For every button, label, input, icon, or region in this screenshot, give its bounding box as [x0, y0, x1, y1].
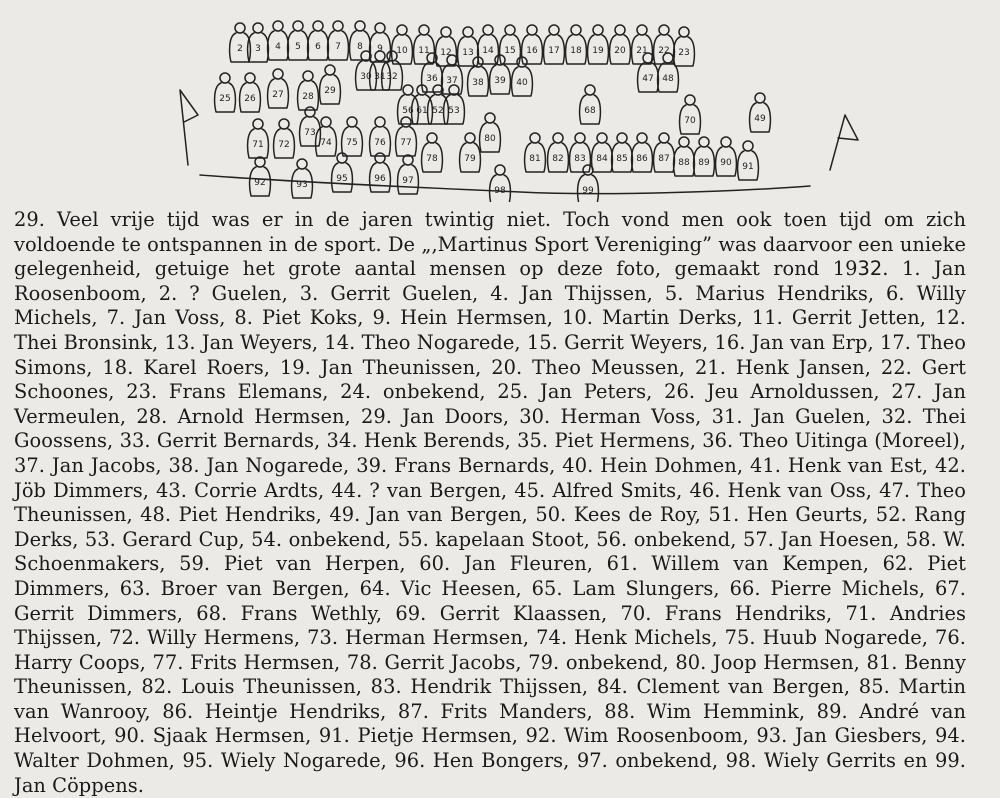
- figure-head: [743, 141, 753, 151]
- sketch-figure: [215, 73, 236, 112]
- sketch-figure: [654, 25, 675, 64]
- sketch-figure: [320, 65, 341, 104]
- figure-head: [347, 117, 357, 127]
- figure-head: [755, 93, 765, 103]
- figure-number: 32: [386, 72, 398, 82]
- flag-left: [180, 90, 198, 165]
- figure-head: [297, 159, 307, 169]
- figure-number: 92: [254, 178, 266, 188]
- figure-head: [325, 65, 335, 75]
- sketch-figure: [288, 21, 309, 60]
- figure-number: 86: [636, 154, 648, 164]
- figure-number: 77: [400, 138, 412, 148]
- figure-number: 52: [432, 106, 444, 116]
- sketch-figure: [268, 69, 289, 108]
- sketch-figure: [274, 119, 295, 158]
- sketch-figure: [738, 141, 759, 180]
- figure-number: 7: [335, 42, 341, 52]
- figure-head: [313, 21, 323, 31]
- figure-number: 89: [698, 158, 710, 168]
- figure-number: 72: [278, 140, 290, 150]
- figure-number: 3: [255, 44, 261, 54]
- figure-head: [721, 137, 731, 147]
- sketch-figure: [250, 157, 271, 196]
- sketch-figure: [525, 133, 546, 172]
- sketch-figure: [422, 133, 443, 172]
- figure-number: 68: [584, 106, 596, 116]
- figure-head: [463, 27, 473, 37]
- figure-number: 40: [516, 78, 528, 88]
- figure-head: [553, 133, 563, 143]
- figure-number: 2: [237, 44, 243, 54]
- figure-number: 12: [440, 48, 452, 58]
- figure-head: [637, 25, 647, 35]
- figure-number: 19: [592, 46, 604, 56]
- figure-number: 22: [658, 46, 670, 56]
- figure-number: 36: [426, 74, 438, 84]
- figure-head: [583, 165, 593, 175]
- sketch-figure: [332, 153, 353, 192]
- sketch-figure: [308, 21, 329, 60]
- sketch-figure: [292, 159, 313, 198]
- figure-number: 30: [360, 72, 372, 82]
- sketch-figure: [580, 85, 601, 124]
- figure-number: 27: [272, 90, 284, 100]
- figure-number: 5: [295, 42, 301, 52]
- figure-number: 31: [374, 72, 386, 82]
- figure-head: [303, 71, 313, 81]
- figure-head: [375, 23, 385, 33]
- sketch-figure: [414, 25, 435, 64]
- figure-head: [485, 113, 495, 123]
- figure-number: 85: [616, 154, 628, 164]
- figure-number: 26: [244, 94, 256, 104]
- sketch-figure: [588, 25, 609, 64]
- figure-head: [483, 25, 493, 35]
- sketch-figure: [658, 53, 679, 92]
- figure-number: 88: [678, 158, 690, 168]
- sketch-figure: [544, 25, 565, 64]
- figure-number: 29: [324, 86, 336, 96]
- figure-number: 91: [742, 162, 754, 172]
- figure-head: [659, 133, 669, 143]
- figure-number: 15: [504, 46, 516, 56]
- figure-number: 95: [336, 174, 348, 184]
- figure-head: [403, 85, 413, 95]
- sketch-figure: [750, 93, 771, 132]
- figure-head: [615, 25, 625, 35]
- sketch-figure: [578, 165, 599, 202]
- figure-number: 39: [494, 76, 506, 86]
- figure-number: 93: [296, 180, 308, 190]
- figure-number: 81: [529, 154, 541, 164]
- sketch-figure: [566, 25, 587, 64]
- figure-number: 99: [582, 186, 594, 196]
- group-photo-key-sketch: [170, 10, 870, 202]
- figure-number: 48: [662, 74, 674, 84]
- caption-body-start: 29. Veel vrije tijd was er in de jaren twintig niet. Toch vond men ook toen tijd om zich voldoende te ontspannen in de sport. De „,Martinus Sport Vereniging” was daarvoor een unieke gelegenheid, getuige het grote aantal mensen op deze foto, gemaakt rond 19: [14, 208, 966, 281]
- sketch-figure: [300, 107, 321, 146]
- figure-number: 87: [658, 154, 670, 164]
- sketch-figure: [638, 53, 659, 92]
- figure-head: [305, 107, 315, 117]
- figure-head: [505, 25, 515, 35]
- figure-head: [245, 73, 255, 83]
- figure-head: [495, 165, 505, 175]
- sketch-figure: [632, 25, 653, 64]
- figure-number: 96: [374, 174, 386, 184]
- figure-number: 56: [402, 106, 414, 116]
- sketch-figure: [298, 71, 319, 110]
- sketch-figure: [356, 51, 377, 90]
- figure-head: [253, 119, 263, 129]
- sketch-figure: [674, 137, 695, 176]
- sketch-figure: [428, 85, 449, 124]
- figure-head: [333, 21, 343, 31]
- figure-number: 78: [426, 154, 438, 164]
- figure-head: [375, 117, 385, 127]
- figure-number: 75: [346, 138, 358, 148]
- figure-head: [530, 133, 540, 143]
- figure-number: 9: [377, 44, 383, 54]
- sketch-figure: [500, 25, 521, 64]
- figure-number: 4: [275, 42, 281, 52]
- figure-number: 18: [570, 46, 582, 56]
- sketch-figure: [612, 133, 633, 172]
- sketch-figure: [570, 133, 591, 172]
- figure-number: 79: [464, 154, 476, 164]
- sketch-figure: [674, 27, 695, 66]
- figure-number: 25: [219, 94, 231, 104]
- sketch-figure: [436, 27, 457, 66]
- caption-year-tail: 32: [857, 257, 883, 281]
- figure-number: 37: [446, 76, 458, 86]
- figure-head: [527, 25, 537, 35]
- figure-number: 8: [357, 42, 363, 52]
- figure-head: [321, 117, 331, 127]
- sketch-figure: [632, 133, 653, 172]
- figure-number: 49: [754, 114, 766, 124]
- sketch-figure: [654, 133, 675, 172]
- figure-number: 84: [596, 154, 608, 164]
- figure-head: [699, 137, 709, 147]
- sketch-figure: [248, 119, 269, 158]
- sketch-figure: [342, 117, 363, 156]
- figure-number: 53: [448, 106, 460, 116]
- sketch-figure: [610, 25, 631, 64]
- sketch-figure: [398, 155, 419, 194]
- sketch-figure: [548, 133, 569, 172]
- flag-right: [830, 115, 858, 170]
- sketch-figure: [458, 27, 479, 66]
- figure-head: [549, 25, 559, 35]
- sketch-figure: [460, 133, 481, 172]
- sketch-figure: [680, 95, 701, 134]
- figure-number: 61: [416, 106, 428, 116]
- caption-body-rest: . 1. Jan Roosenboom, 2. ? Guelen, 3. Gerrit Guelen, 4. Jan Thijssen, 5. Marius Hendriks, 6. Willy Michels, 7. Jan Voss, 8. Piet Koks, 9. Hein Hermsen, 10. Martin Derks, 11. Gerrit Jetten, 12. Thei Bronsink, 13. Jan Weyers, 14. Theo Nogarede, 15. Gerrit Weyers, 16. Jan van Erp, 17. Theo Simons, 18. Karel Roers, 19. Jan Theunissen, 20. Theo Meussen, 21. Henk Jansen, 22. Gert Schoones, 23. Frans Elemans, 24. onbekend, 25. Jan Peters, 26. Jeu Arnoldussen, 27. Jan Vermeulen, 28. Arnold Hermsen, 29. Jan Doors, 30. Herman Voss, 31. Jan Guelen, 32. Thei Goossens, 33. Gerrit Bernards, 34. Henk Berends, 35. Piet Hermens, 36. Theo Uitinga (Moreel), 37. Jan Jacobs, 38. Jan Nogarede, 39. Frans Bernards, 40. Hein Dohmen, 41. Henk van Est, 42. Jöb Dimmers, 43. Corrie Ardts, 44. ? van Bergen, 45. Alfred Smits, 46. Henk van Oss, 47. Theo Theunissen, 48. Piet Hendriks, 49. Jan van Bergen, 50. Kees de Roy, 51. Hen Geurts, 52. Rang Derks, 53. Gerard Cup, 54. onbekend, 55. kapelaan Stoot, 56. onbekend, 57. Jan Hoesen, 58. W. Schoenmakers, 59. Piet van Herpen, 60. Jan Fleuren, 61. Willem van Kempen, 62. Piet Dimmers, 63. Broer van Bergen, 64. Vic Heesen, 65. Lam Slungers, 66. Pierre Michels, 67. Gerrit Dimmers, 68. Frans Wethly, 69. Gerrit Klaassen, 70. Frans Hendriks, 71. Andries Thijssen, 72. Willy Hermens, 73. Herman Hermsen, 74. Henk Michels, 75. Huub Nogarede, 76. Harry Coops, 77. Frits Hermsen, 78. Gerrit Jacobs, 79. onbekend, 80. Joop Hermsen, 81. Benny Theunissen, 82. Louis Theunissen, 83. Hendrik Thijssen, 84. Clement van Bergen, 85. Martin van Wanrooy, 86. Heintje Hendriks, 87. Frits Manders, 88. Wim Hemmink, 89. André van Helvoort, 90. Sjaak Hermsen, 91. Pietje Hermsen, 92. Wim Roosenboom, 93. Jan Giesbers, 94. Walter Dohmen, 95. Wiely Nogarede, 96. Hen Bongers, 97. onbekend, 98. Wiely Gerrits en 99. Jan Cöppens.: [14, 257, 966, 797]
- sketch-figure: [480, 113, 501, 152]
- figure-number: 82: [552, 154, 564, 164]
- figure-number: 71: [252, 140, 264, 150]
- figure-number: 13: [462, 48, 474, 58]
- figure-head: [575, 133, 585, 143]
- figure-number: 98: [494, 186, 506, 196]
- sketch-figure: [694, 137, 715, 176]
- figure-number: 73: [304, 128, 316, 138]
- figure-head: [585, 85, 595, 95]
- figure-head: [679, 137, 689, 147]
- figure-head: [253, 23, 263, 33]
- figure-number: 17: [548, 46, 560, 56]
- figure-head: [279, 119, 289, 129]
- figure-number: 38: [472, 78, 484, 88]
- figure-number: 90: [720, 158, 732, 168]
- figure-head: [679, 27, 689, 37]
- figure-number: 47: [642, 74, 654, 84]
- figure-head: [273, 21, 283, 31]
- figure-number: 80: [484, 134, 496, 144]
- sketch-figure: [370, 117, 391, 156]
- figure-head: [659, 25, 669, 35]
- figure-number: 97: [402, 176, 414, 186]
- figure-head: [355, 21, 365, 31]
- figure-number: 16: [526, 46, 538, 56]
- figure-head: [441, 27, 451, 37]
- sketch-figure: [592, 133, 613, 172]
- figure-head: [397, 25, 407, 35]
- figure-number: 11: [418, 46, 430, 56]
- figure-head: [685, 95, 695, 105]
- figure-head: [293, 21, 303, 31]
- figure-head: [597, 133, 607, 143]
- figure-head: [401, 117, 411, 127]
- sketch-figure: [240, 73, 261, 112]
- sketch-figure: [490, 165, 511, 202]
- caption-text: [14, 208, 966, 798]
- figure-head: [375, 153, 385, 163]
- figure-head: [617, 133, 627, 143]
- figure-number: 76: [374, 138, 386, 148]
- figure-head: [419, 25, 429, 35]
- figure-number: 23: [678, 48, 690, 58]
- sketch-figure: [350, 21, 371, 60]
- figure-number: 74: [320, 138, 332, 148]
- sketch-figure: [392, 25, 413, 64]
- sketch-figure: [716, 137, 737, 176]
- figure-number: 70: [684, 116, 696, 126]
- figure-number: 21: [636, 46, 648, 56]
- figure-head: [273, 69, 283, 79]
- figure-head: [235, 23, 245, 33]
- figure-head: [593, 25, 603, 35]
- sketch-figure: [328, 21, 349, 60]
- figure-head: [427, 133, 437, 143]
- figure-number: 28: [302, 92, 314, 102]
- figure-number: 20: [614, 46, 626, 56]
- figure-number: 10: [396, 46, 408, 56]
- figure-head: [220, 73, 230, 83]
- figure-head: [637, 133, 647, 143]
- figure-number: 14: [482, 46, 494, 56]
- figure-number: 6: [315, 42, 321, 52]
- sketch-figure: [268, 21, 289, 60]
- figure-number: 83: [574, 154, 586, 164]
- figure-head: [571, 25, 581, 35]
- figure-head: [465, 133, 475, 143]
